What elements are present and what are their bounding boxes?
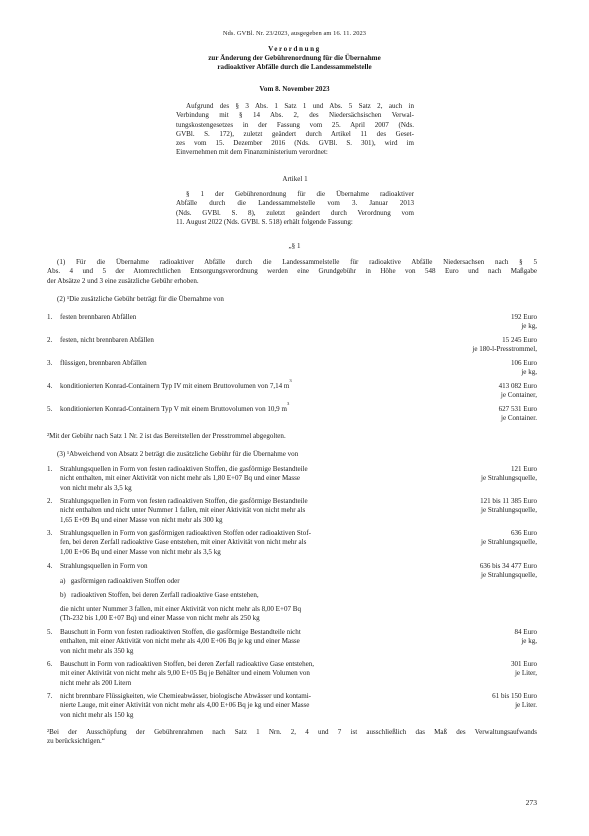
page-number: 273 bbox=[525, 798, 537, 807]
item-number: 5. bbox=[47, 628, 53, 636]
sub-item: a) gasförmigen radioaktiven Stoffen oder bbox=[60, 577, 180, 585]
article-line: § 1 der Gebührenordnung für die Übernahme radioaktiver bbox=[186, 190, 414, 198]
article-heading: Artikel 1 bbox=[282, 175, 308, 183]
item-number: 4. bbox=[47, 382, 53, 390]
item-number: 3. bbox=[47, 359, 53, 367]
preamble-line: GVBl. S. 172), zuletzt geändert durch Artikel 11 des Geset- bbox=[176, 129, 414, 138]
item-amount: 192 Euro je kg, bbox=[510, 313, 537, 331]
item-text: Strahlungsquellen in Form von festen radioaktiven Stoffen, die gasförmige Bestandteile nicht enthalten und nicht unter Nummer 1 fallen, mit einer Aktivität von nicht mehr als 1,65 E+09 Bq und einer Masse von nicht mehr als 300 kg bbox=[60, 497, 308, 524]
paragraph-1-line: (1) Für die Übernahme radioaktiver Abfälle durch die Landessammelstelle für radioaktive Abfälle Niedersachsen nach § 5 bbox=[57, 258, 537, 266]
preamble-line: tungskostengesetzes in der Fassung vom 25. April 2007 (Nds. bbox=[176, 120, 414, 129]
preamble-line: Einvernehmen mit dem Finanzministerium verordnet: bbox=[176, 148, 328, 157]
sub-item: b) radioaktiven Stoffen, bei deren Zerfall radioaktive Gase entstehen, bbox=[60, 591, 259, 599]
item-number: 2. bbox=[47, 497, 53, 505]
decree-date: Vom 8. November 2023 bbox=[259, 85, 330, 93]
paragraph-3-note-line: zu berücksichtigen.“ bbox=[47, 737, 105, 746]
item-amount: 15 245 Euro je 180-l-Presstrommel, bbox=[472, 336, 537, 354]
paragraph-1-line: der Absätze 2 und 3 eine zusätzliche Gebühr erhoben. bbox=[47, 276, 199, 285]
item-text: Strahlungsquellen in Form von festen radioaktiven Stoffen, die gasförmige Bestandteile nicht enthalten, mit einer Aktivität von nicht mehr als 1,80 E+07 Bq und einer Masse von nicht mehr als 3,5 kg bbox=[60, 465, 308, 492]
item-amount: 301 Euro je Liter, bbox=[510, 660, 537, 678]
list-item bbox=[47, 562, 537, 626]
item-text: Strahlungsquellen in Form von gasförmigen radioaktiven Stoffen oder radioaktiven Stof- fen, bei deren Zerfall radioaktive Gase entstehen, mit einer Aktivität von nicht mehr als 1,00 E+06 Bq und einer Masse von nicht mehr als 3,5 kg bbox=[60, 529, 311, 556]
paragraph-2-intro: (2) ¹Die zusätzliche Gebühr beträgt für die Übernahme von bbox=[57, 295, 224, 303]
article-line: Abfälle durch die Landessammelstelle vom 3. Januar 2013 bbox=[176, 199, 414, 208]
item-number: 2. bbox=[47, 336, 53, 344]
item-text: Strahlungsquellen in Form von bbox=[60, 562, 148, 570]
article-line: (Nds. GVBl. S. 8), zuletzt geändert durch Verordnung vom bbox=[176, 208, 414, 217]
gazette-header: Nds. GVBl. Nr. 23/2023, ausgegeben am 16. 11. 2023 bbox=[222, 30, 367, 37]
paragraph-3-intro: (3) ¹Abweichend von Absatz 2 beträgt die zusätzliche Gebühr für die Übernahme von bbox=[57, 450, 299, 458]
preamble-line: zes vom 15. Dezember 2016 (Nds. GVBl. S. 301), wird im bbox=[176, 139, 414, 148]
item-text: Bauschutt in Form von radioaktiven Stoffen, bei deren Zerfall radioaktive Gase entstehen, mit einer Aktivität von nicht mehr als 9,00 E+05 Bq je Behälter und einem Volumen von nicht mehr als 200 Litern bbox=[60, 660, 315, 687]
decree-subtitle-line2: radioaktiver Abfälle durch die Landessammelstelle bbox=[217, 63, 372, 71]
item-text: festen brennbaren Abfällen bbox=[60, 313, 137, 321]
preamble bbox=[176, 102, 414, 158]
decree-title: Verordnung bbox=[268, 45, 321, 53]
item-text: flüssigen, brennbaren Abfällen bbox=[60, 359, 147, 367]
item-number: 4. bbox=[47, 562, 53, 570]
item-amount: 121 Euro je Strahlungsquelle, bbox=[481, 465, 537, 483]
item-number: 1. bbox=[47, 313, 53, 321]
paragraph-2-note: ²Mit der Gebühr nach Satz 1 Nr. 2 ist das Bereitstellen der Presstrommel abgegolten. bbox=[47, 432, 286, 440]
item-amount: 121 bis 11 385 Euro je Strahlungsquelle, bbox=[480, 497, 537, 515]
item-text: Bauschutt in Form von festen radioaktiven Stoffen, die gasförmige Bestandteile nicht enthalten, mit einer Aktivität von nicht mehr als 4,00 E+06 Bq je kg und einer Masse von nicht mehr als 350 kg bbox=[60, 628, 301, 655]
article-line: 11. August 2022 (Nds. GVBl. S. 518) erhält folgende Fassung: bbox=[176, 217, 353, 226]
item-number: 3. bbox=[47, 529, 53, 537]
paragraph-3-note-line: ²Bei der Ausschöpfung der Gebührenrahmen nach Satz 1 Nrn. 2, 4 und 7 ist ausschließlich das Maß des Verwaltungsaufwands bbox=[47, 728, 537, 736]
item-number: 7. bbox=[47, 692, 53, 700]
item-amount: 84 Euro je kg, bbox=[514, 628, 537, 646]
paragraph-3-note bbox=[47, 728, 537, 747]
paragraph-1 bbox=[47, 258, 537, 286]
item-text: festen, nicht brennbaren Abfällen bbox=[60, 336, 154, 344]
item-amount: 61 bis 150 Euro je Liter. bbox=[492, 692, 537, 710]
item-text: nicht brennbare Flüssigkeiten, wie Chemieabwässer, biologische Abwässer und kontami- nierte Lauge, mit einer Aktivität von nicht mehr als 4,00 E+06 Bq je kg und einer Masse von nicht mehr als 150 kg bbox=[60, 692, 312, 719]
preamble-line: Verbindung mit § 14 Abs. 2, des Niedersächsischen Verwal- bbox=[176, 111, 414, 120]
item-amount: 636 bis 34 477 Euro je Strahlungsquelle, bbox=[479, 562, 537, 580]
item-number: 6. bbox=[47, 660, 53, 668]
item-number: 1. bbox=[47, 465, 53, 473]
article-text bbox=[176, 190, 414, 227]
decree-subtitle-line1: zur Änderung der Gebührenordnung für die Übernahme bbox=[208, 54, 381, 62]
item-text: konditionierten Konrad-Containern Typ IV mit einem Bruttovolumen von 7,14 $m^3$ bbox=[60, 378, 292, 390]
section-heading: „§ 1 bbox=[288, 242, 301, 250]
preamble-line: Aufgrund des § 3 Abs. 1 Satz 1 und Abs. 5 Satz 2, auch in bbox=[186, 102, 414, 110]
item-amount: 636 Euro je Strahlungsquelle, bbox=[481, 529, 537, 547]
item-tail: die nicht unter Nummer 3 fallen, mit einer Aktivität von nicht mehr als 8,00 E+07 Bq (Th-232 bis 1,00 E+07 Bq) und einer Masse von nicht mehr als 250 kg bbox=[60, 605, 301, 623]
paragraph-1-line: Abs. 4 und 5 der Atomrechtlichen Entsorgungsverordnung werden eine Grundgebühr in Höhe von 548 Euro und nach Maßgabe bbox=[47, 267, 537, 276]
item-number: 5. bbox=[47, 405, 53, 413]
item-text: konditionierten Konrad-Containern Typ V mit einem Bruttovolumen von 10,9 $m^3$ bbox=[60, 401, 290, 413]
item-amount: 106 Euro je kg, bbox=[510, 359, 537, 377]
item-amount: 413 082 Euro je Container, bbox=[498, 382, 537, 400]
item-amount: 627 531 Euro je Container. bbox=[498, 405, 537, 423]
